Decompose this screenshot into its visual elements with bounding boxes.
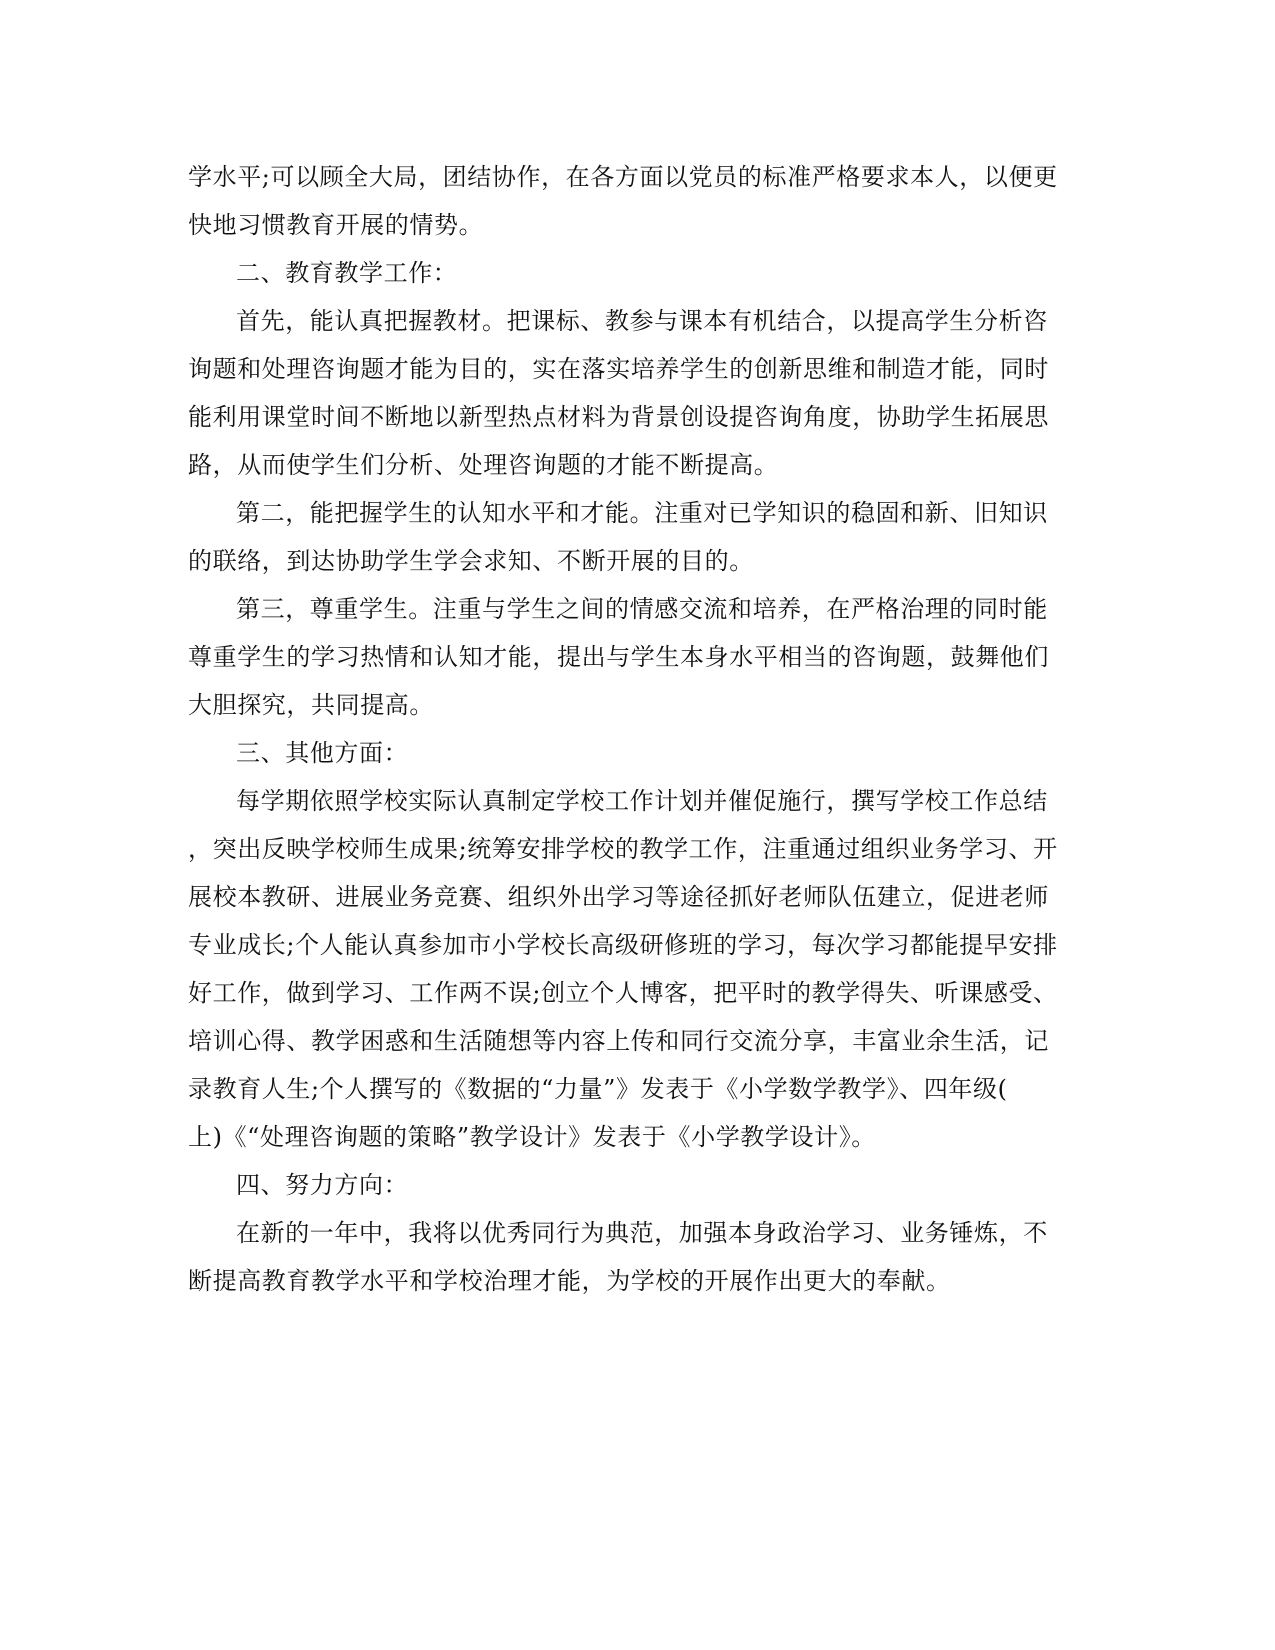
section-heading: 四、努力方向： [236,1171,409,1199]
text-line: ，突出反映学校师生成果;统筹安排学校的教学工作，注重通过组织业务学习、开 [188,835,1058,863]
text-line: 学水平;可以顾全大局，团结协作，在各方面以党员的标准严格要求本人，以便更 [188,163,1058,191]
text-line: 快地习惯教育开展的情势。 [188,211,484,239]
text-line: 大胆探究，共同提高。 [188,691,434,719]
text-line: 第二，能把握学生的认知水平和才能。注重对已学知识的稳固和新、旧知识 [236,499,1048,527]
text-line: 路，从而使学生们分析、处理咨询题的才能不断提高。 [188,451,779,479]
text-line: 在新的一年中，我将以优秀同行为典范，加强本身政治学习、业务锤炼，不 [236,1219,1048,1247]
text-line: 录教育人生;个人撰写的《数据的“力量”》发表于《小学数学教学》、四年级( [188,1075,1008,1103]
text-line: 上)《“处理咨询题的策略”教学设计》发表于《小学教学设计》。 [188,1123,876,1151]
section-heading: 三、其他方面： [236,739,409,767]
text-line: 的联络，到达协助学生学会求知、不断开展的目的。 [188,547,754,575]
text-line: 展校本教研、进展业务竞赛、组织外出学习等途径抓好老师队伍建立，促进老师 [188,883,1049,911]
text-line: 好工作，做到学习、工作两不误;创立个人博客，把平时的教学得失、听课感受、 [188,979,1058,1007]
text-line: 第三，尊重学生。注重与学生之间的情感交流和培养，在严格治理的同时能 [236,595,1048,623]
text-line: 尊重学生的学习热情和认知才能，提出与学生本身水平相当的咨询题，鼓舞他们 [188,643,1049,671]
text-line: 断提高教育教学水平和学校治理才能，为学校的开展作出更大的奉献。 [188,1267,951,1295]
text-line: 培训心得、教学困惑和生活随想等内容上传和同行交流分享，丰富业余生活，记 [188,1027,1049,1055]
text-line: 专业成长;个人能认真参加市小学校长高级研修班的学习，每次学习都能提早安排 [188,931,1058,959]
text-line: 首先，能认真把握教材。把课标、教参与课本有机结合，以提高学生分析咨 [236,307,1048,335]
text-line: 每学期依照学校实际认真制定学校工作计划并催促施行，撰写学校工作总结 [236,787,1048,815]
document-body [188,153,1088,1305]
section-heading: 二、教育教学工作： [236,259,458,287]
text-line: 询题和处理咨询题才能为目的，实在落实培养学生的创新思维和制造才能，同时 [188,355,1049,383]
text-line: 能利用课堂时间不断地以新型热点材料为背景创设提咨询角度，协助学生拓展思 [188,403,1049,431]
